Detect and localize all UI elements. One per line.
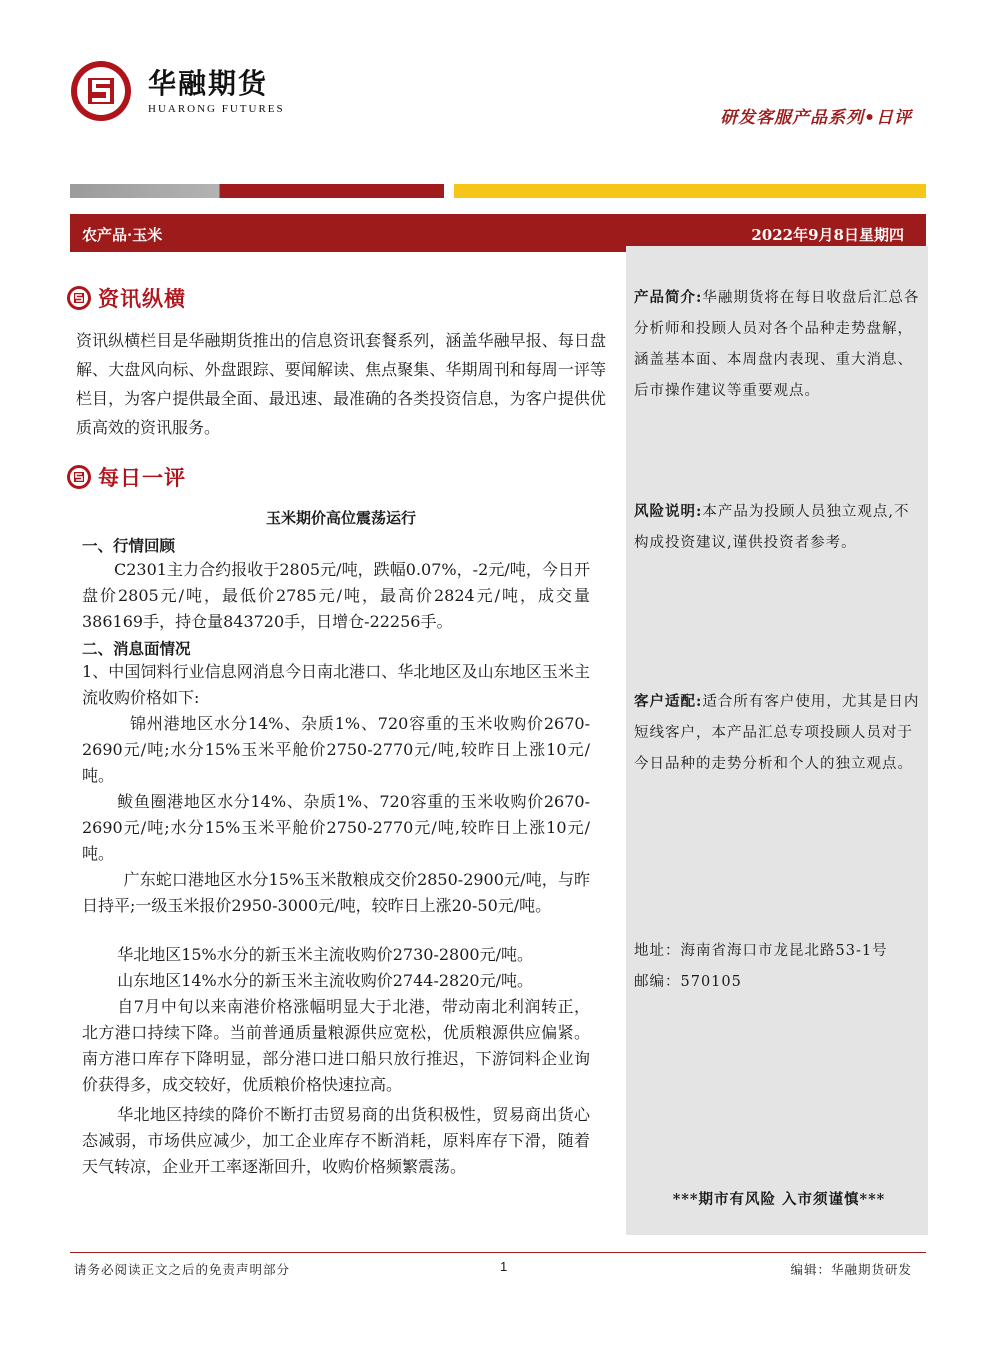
product-intro — [634, 282, 924, 407]
news-section-title: 资讯纵横 — [98, 286, 186, 311]
footer-divider — [70, 1252, 926, 1253]
article-title: 玉米期价高位震荡运行 — [265, 509, 416, 527]
section-logo-icon — [66, 464, 92, 490]
huarong-logo-icon — [70, 60, 132, 122]
market-review-heading: 一、行情回顾 — [82, 537, 176, 555]
product-intro-label: 产品简介: — [634, 289, 703, 306]
news-description: 资讯纵横栏目是华融期货推出的信息资讯套餐系列，涵盖华融早报、每日盘解、大盘风向标、外盘跟踪、要闻解读、焦点聚集、华期周刊和每周一评等栏目，为客户提供最全面、最迅速、最准确的各类投资信息，为客户提供优质高效的资讯服务。 — [76, 331, 606, 437]
section-logo-icon — [66, 285, 92, 311]
header-bar-left — [70, 184, 444, 198]
client-fit — [634, 686, 924, 780]
news-paragraph-shekou: 广东蛇口港地区水分15%玉米散粮成交价2850-2900元/吨，与昨日持平;一级玉米报价2950-3000元/吨，较昨日上涨20-50元/吨。 — [82, 870, 590, 915]
client-fit-text: 适合所有客户使用，尤其是日内短线客户，本产品汇总专项投顾人员对于今日品种的走势分析和个人的独立观点。 — [634, 694, 920, 772]
client-fit-label: 客户适配: — [634, 693, 703, 710]
news-paragraph-market: 华北地区持续的降价不断打击贸易商的出货积极性，贸易商出货心态减弱，市场供应减少，加工企业库存不断消耗，原料库存下滑，随着天气转凉，企业开工率逐渐回升，收购价格频繁震荡。 — [82, 1105, 590, 1176]
news-paragraph-huabei: 华北地区15%水分的新玉米主流收购价2730-2800元/吨。 — [117, 945, 533, 964]
news-paragraph-shandong: 山东地区14%水分的新玉米主流收购价2744-2820元/吨。 — [117, 971, 533, 990]
brand-name: 华融期货 — [148, 67, 269, 100]
daily-section-title: 每日一评 — [98, 465, 186, 490]
report-date: 2022年9月8日星期四 — [751, 226, 904, 244]
risk-notice — [634, 496, 924, 559]
market-review-text: C2301主力合约报收于2805元/吨，跌幅0.07%，-2元/吨，今日开盘价2805元/吨，最低价2785元/吨，最高价2824元/吨，成交量386169手，持仓量843720手，日增仓-22256手。 — [82, 560, 590, 631]
news-paragraph-jinzhou: 锦州港地区水分14%、杂质1%、720容重的玉米收购价2670-2690元/吨;水分15%玉米平舱价2750-2770元/吨,较昨日上涨10元/吨。 — [82, 714, 590, 785]
risk-warning: ***期市有风险 入市须谨慎*** — [672, 1191, 886, 1208]
news-paragraph-ports: 自7月中旬以来南港价格涨幅明显大于北港，带动南北利润转正，北方港口持续下降。当前普通质量粮源供应宽松，优质粮源供应偏紧。南方港口库存下降明显，部分港口进口船只放行推迟，下游饲料企业询价获得多，成交较好，优质粮价格快速拉高。 — [82, 997, 590, 1094]
footer-disclaimer: 请务必阅读正文之后的免责声明部分 — [74, 1262, 291, 1277]
page-number: 1 — [500, 1259, 508, 1274]
news-paragraph-1: 1、中国饲料行业信息网消息今日南北港口、华北地区及山东地区玉米主流收购价格如下: — [82, 662, 590, 707]
product-intro-text: 华融期货将在每日收盘后汇总各分析师和投顾人员对各个品种走势盘解，涵盖基本面、本周盘内表现、重大消息、后市操作建议等重要观点。 — [634, 290, 920, 399]
risk-notice-label: 风险说明: — [634, 503, 703, 520]
news-heading: 二、消息面情况 — [82, 640, 191, 658]
address: 地址：海南省海口市龙昆北路53-1号 — [634, 943, 888, 959]
daily-section-header — [66, 462, 186, 492]
series-title: 研发客服产品系列•日评 — [720, 108, 912, 128]
header-bar-right — [454, 184, 926, 198]
postcode: 邮编：570105 — [634, 974, 742, 990]
news-paragraph-bayuquan: 鲅鱼圈港地区水分14%、杂质1%、720容重的玉米收购价2670-2690元/吨;水分15%玉米平舱价2750-2770元/吨,较昨日上涨10元/吨。 — [82, 792, 590, 863]
news-section-header — [66, 283, 186, 313]
category-label: 农产品·玉米 — [82, 226, 163, 244]
sidebar — [626, 246, 928, 1235]
risk-notice-text: 本产品为投顾人员独立观点,不构成投资建议,谨供投资者参考。 — [634, 504, 910, 551]
footer-editor: 编辑：华融期货研发 — [790, 1262, 912, 1277]
brand-name-english: HUARONG FUTURES — [148, 103, 285, 115]
